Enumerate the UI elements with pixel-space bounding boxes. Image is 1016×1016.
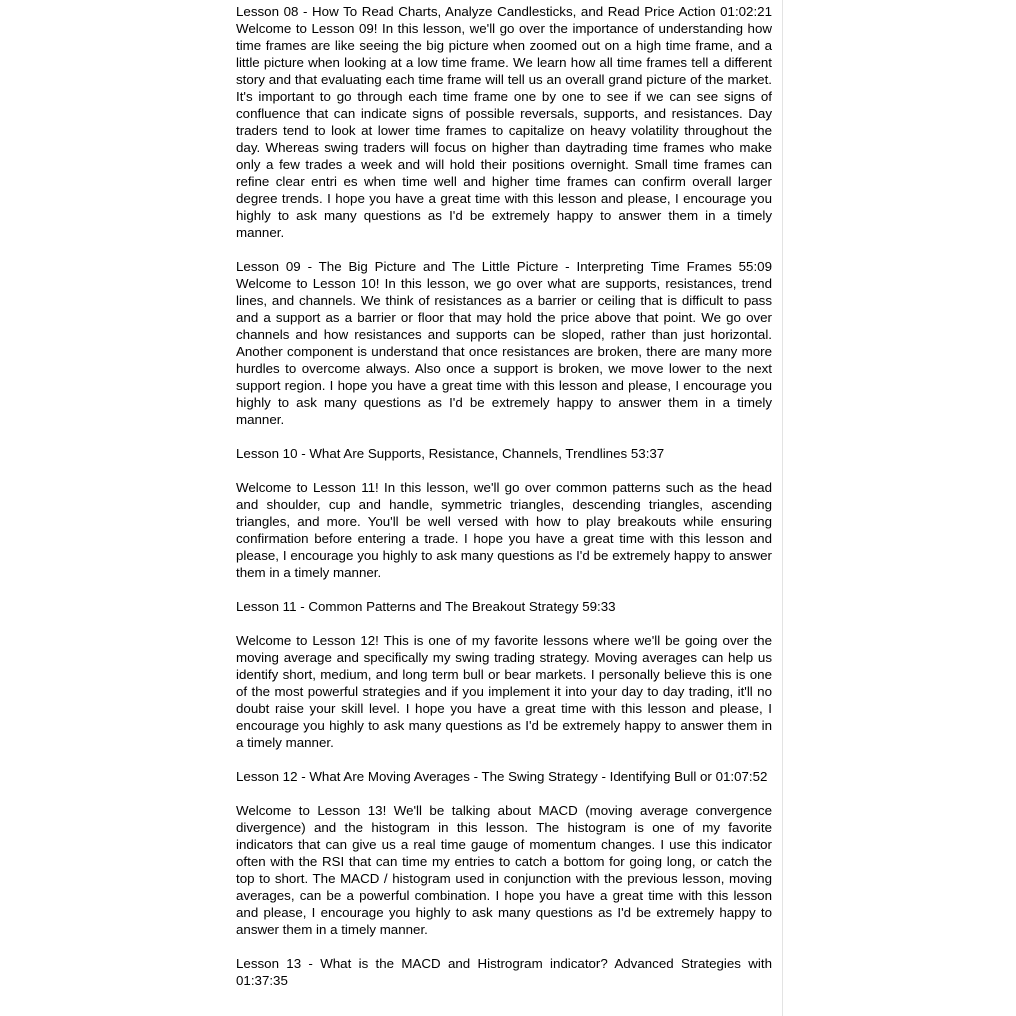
lesson-10-title: Lesson 10 - What Are Supports, Resistance, Channels, Trendlines 53:37 bbox=[236, 446, 665, 461]
lesson-12-description: Welcome to Lesson 12! This is one of my favorite lessons where we'll be going over the moving average and specifically my swing trading strategy. Moving averages can help us identify short, medium, and long term bull or bear markets. I personally believe this is one of the most powerful strategies and if you implement it into your day to day trading, it'll no doubt raise your skill level. I hope you have a great time with this lesson and please, I encourage you highly to ask many questions as I'd be extremely happy to answer them in a timely manner. bbox=[236, 633, 772, 750]
lesson-11-description: Welcome to Lesson 11! In this lesson, we'll go over common patterns such as the head and shoulder, cup and handle, symmetric triangles, descending triangles, ascending triangles, and more. You'll be well versed with how to play breakouts while ensuring confirmation before entering a trade. I hope you have a great time with this lesson and please, I encourage you highly to ask many questions as I'd be extremely happy to answer them in a timely manner. bbox=[236, 480, 772, 580]
lesson-09-paragraph: Lesson 09 - The Big Picture and The Little Picture - Interpreting Time Frames 55:09 Welcome to Lesson 10! In this lesson, we go over what are supports, resistances, trend lines, and channels. We think of resistances as a barrier or ceiling that is difficult to pass and a support as a barrier or floor that may hold the price above that point. We go over channels and how resistances and supports can be sloped, rather than just horizontal. Another component is understand that once resistances are broken, there are many more hurdles to overcome always. Also once a support is broken, we move lower to the next support region. I hope you have a great time with this lesson and please, I encourage you highly to ask many questions as I'd be extremely happy to answer them in a timely manner. bbox=[236, 259, 772, 427]
lesson-12-title: Lesson 12 - What Are Moving Averages - The Swing Strategy - Identifying Bull or 01:07:52 bbox=[236, 769, 768, 784]
lesson-list bbox=[236, 0, 772, 989]
lesson-11-title: Lesson 11 - Common Patterns and The Breakout Strategy 59:33 bbox=[236, 599, 616, 614]
lesson-08-paragraph: Lesson 08 - How To Read Charts, Analyze Candlesticks, and Read Price Action 01:02:21 Welcome to Lesson 09! In this lesson, we'll go over the importance of understanding how time frames are like seeing the big picture when zoomed out on a high time frame, and a little picture when looking at a low time frame. We learn how all time frames tell a different story and that evaluating each time frame will tell us an overall grand picture of the market. It's important to go through each time frame one by one to see if we can see signs of confluence that can indicate signs of possible reversals, supports, and resistances. Day traders tend to look at lower time frames to capitalize on heavy volatility throughout the day. Whereas swing traders will focus on higher than daytrading time frames who make only a few trades a week and will hold their positions overnight. Small time frames can refine clear entri es when time well and higher time frames can confirm overall larger degree trends. I hope you have a great time with this lesson and please, I encourage you highly to ask many questions as I'd be extremely happy to answer them in a timely manner. bbox=[236, 4, 772, 240]
document-column bbox=[236, 0, 783, 1016]
lesson-13-title: Lesson 13 - What is the MACD and Histrogram indicator? Advanced Strategies with 01:37:35 bbox=[236, 956, 772, 988]
lesson-13-description: Welcome to Lesson 13! We'll be talking about MACD (moving average convergence divergence) and the histogram in this lesson. The histogram is one of my favorite indicators that can give us a real time gauge of momentum changes. I use this indicator often with the RSI that can time my entries to catch a bottom for going long, or catch the top to short. The MACD / histogram used in conjunction with the previous lesson, moving averages, can be a powerful combination. I hope you have a great time with this lesson and please, I encourage you highly to ask many questions as I'd be extremely happy to answer them in a timely manner. bbox=[236, 803, 772, 937]
